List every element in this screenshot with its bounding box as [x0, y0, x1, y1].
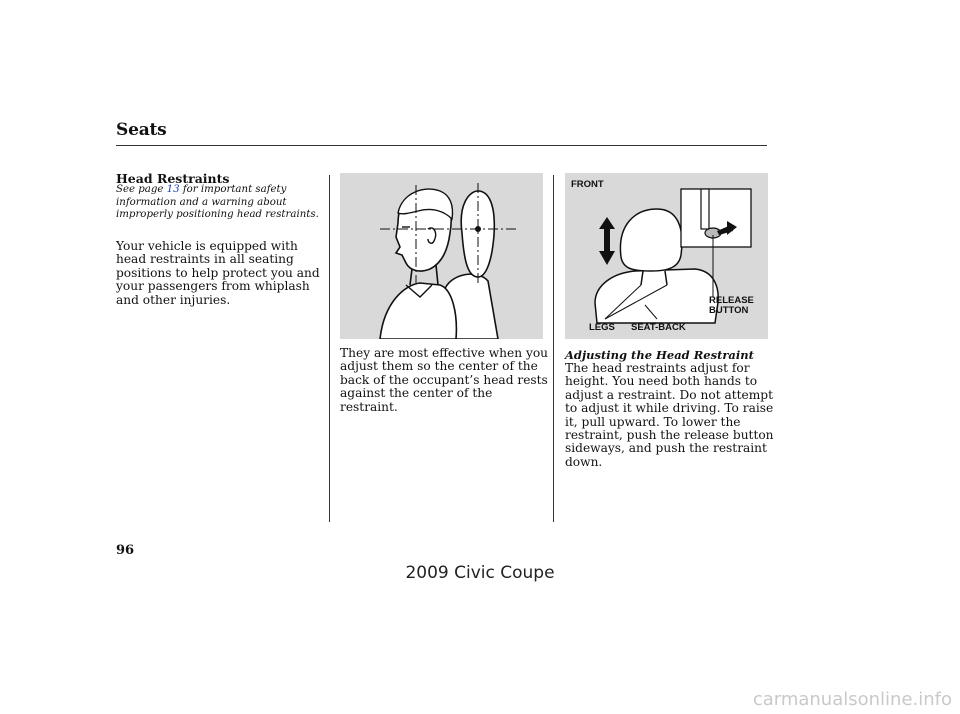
label-seat-back: SEAT-BACK: [631, 322, 686, 333]
head-restraints-paragraph: Your vehicle is equipped with head restraints in all seating positions to help protect you and your passengers from whiplash and other injuries.: [116, 239, 320, 307]
page-section-title: Seats: [116, 120, 167, 140]
effective-paragraph: They are most effective when you adjust them so the center of the back of the occupant’s head rests against the center of the restraint.: [340, 346, 549, 414]
adjusting-paragraph: The head restraints adjust for height. You need both hands to adjust a restraint. Do not attempt to adjust it while driving. To raise it, pull upward. To lower the restraint, push the release button sideways, and push the restraint down.: [565, 361, 774, 469]
label-button: BUTTON: [709, 305, 749, 316]
adjusting-illustration: [565, 173, 768, 339]
head-restraints-heading: Head Restraints: [116, 171, 230, 186]
adjusting-title: Adjusting the Head Restraint: [565, 348, 754, 362]
label-release: RELEASE: [709, 295, 754, 306]
column-divider-right: [553, 175, 554, 522]
header-divider: [116, 145, 767, 146]
page-number: 96: [116, 543, 135, 558]
watermark-text: carmanualsonline.info: [752, 689, 952, 710]
head-position-illustration: [340, 173, 543, 339]
head-position-drawing: [340, 173, 543, 339]
footer-model: 2009 Civic Coupe: [405, 563, 555, 583]
see-page-prefix: See page: [116, 184, 167, 195]
page-link[interactable]: 13: [166, 184, 180, 195]
label-front: FRONT: [571, 179, 604, 190]
see-page-suffix: for important safety information and a warning about improperly positioning head restraints.: [116, 184, 319, 220]
label-legs: LEGS: [589, 322, 615, 333]
column-divider-left: [329, 175, 330, 522]
see-page-note: [116, 184, 326, 222]
